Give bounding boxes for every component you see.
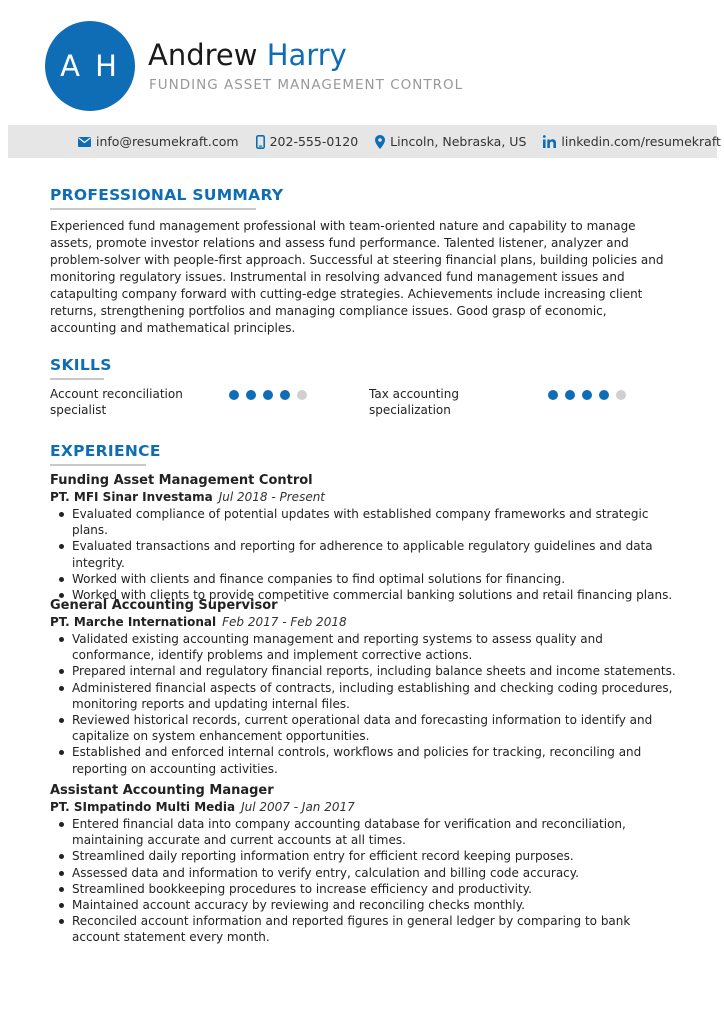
job-bullets xyxy=(50,816,680,946)
bullet-item: Streamlined bookkeeping procedures to increase efficiency and productivity. xyxy=(50,881,680,897)
location-text: Lincoln, Nebraska, US xyxy=(390,134,527,149)
summary-heading: PROFESSIONAL SUMMARY xyxy=(50,186,284,204)
bullet-item: Assessed data and information to verify entry, calculation and billing code accuracy. xyxy=(50,865,680,881)
bullet-item: Reconciled account information and reported figures in general ledger by comparing to bank account statement every month. xyxy=(50,913,680,945)
bullet-item: Streamlined daily reporting information entry for efficient record keeping purposes. xyxy=(50,848,680,864)
bullet-item: Prepared internal and regulatory financial reports, including balance sheets and income statements. xyxy=(50,663,680,679)
linkedin-icon xyxy=(543,135,556,148)
job-dates: Jul 2007 - Jan 2017 xyxy=(241,800,355,814)
contact-phone[interactable] xyxy=(256,134,359,149)
candidate-name xyxy=(148,38,347,72)
first-name: Andrew xyxy=(148,38,258,72)
rating-dot xyxy=(599,390,609,400)
job-title: Funding Asset Management Control xyxy=(50,473,313,488)
job-meta xyxy=(50,799,680,816)
rating-dot xyxy=(280,390,290,400)
rating-dot xyxy=(548,390,558,400)
company-name: PT. SImpatindo Multi Media xyxy=(50,800,236,814)
bullet-item: Reviewed historical records, current operational data and forecasting information to identify and capitalize on system enhancement opportunities. xyxy=(50,712,680,744)
rating-dot xyxy=(616,390,626,400)
monogram-avatar xyxy=(45,21,135,111)
skills-heading: SKILLS xyxy=(50,356,112,374)
rating-dot xyxy=(297,390,307,400)
initials: A H xyxy=(60,49,120,83)
map-pin-icon xyxy=(375,135,385,149)
job-entry xyxy=(50,597,680,777)
job-meta xyxy=(50,614,680,631)
summary-divider xyxy=(50,208,256,210)
company-name: PT. MFI Sinar Investama xyxy=(50,490,213,504)
job-dates: Feb 2017 - Feb 2018 xyxy=(222,615,347,629)
bullet-item: Established and enforced internal controls, workflows and policies for tracking, reconciling and reporting on accounting activities. xyxy=(50,744,680,776)
envelope-icon xyxy=(78,137,91,147)
rating-dot xyxy=(565,390,575,400)
last-name: Harry xyxy=(266,38,347,72)
job-bullets xyxy=(50,506,680,603)
experience-heading: EXPERIENCE xyxy=(50,442,161,460)
skill-name: Tax accounting specialization xyxy=(369,387,459,417)
rating-dot xyxy=(246,390,256,400)
experience-divider xyxy=(50,464,146,466)
linkedin-text: linkedin.com/resumekraft xyxy=(561,134,721,149)
bullet-item: Worked with clients to provide competitive commercial banking solutions and retail financing plans. xyxy=(50,587,680,603)
rating-dot xyxy=(263,390,273,400)
bullet-item: Evaluated transactions and reporting for adherence to applicable regulatory guidelines and data integrity. xyxy=(50,538,680,570)
bullet-item: Entered financial data into company accounting database for verification and reconciliation, maintaining accurate and current accounts at all times. xyxy=(50,816,680,848)
job-entry xyxy=(50,782,680,946)
job-title-subtitle: FUNDING ASSET MANAGEMENT CONTROL xyxy=(149,77,464,93)
bullet-item: Administered financial aspects of contracts, including establishing and checking coding procedures, monitoring reports and updating internal files. xyxy=(50,680,680,712)
bullet-item: Validated existing accounting management and reporting systems to assess quality and conformance, identify problems and implement corrective actions. xyxy=(50,631,680,663)
rating-dot xyxy=(582,390,592,400)
skill-rating xyxy=(548,390,633,400)
phone-icon xyxy=(256,135,265,149)
bullet-item: Evaluated compliance of potential updates with established company frameworks and strategic plans. xyxy=(50,506,680,538)
job-meta xyxy=(50,489,680,506)
rating-dot xyxy=(229,390,239,400)
bullet-item: Worked with clients and finance companies to find optimal solutions for financing. xyxy=(50,571,680,587)
skill-rating xyxy=(229,390,314,400)
job-bullets xyxy=(50,631,680,777)
job-entry xyxy=(50,472,680,603)
job-dates: Jul 2018 - Present xyxy=(218,490,326,504)
job-title: General Accounting Supervisor xyxy=(50,598,278,613)
skills-divider xyxy=(50,378,104,380)
contact-email[interactable] xyxy=(78,134,239,149)
skill-name: Account reconciliation specialist xyxy=(50,387,183,417)
phone-text: 202-555-0120 xyxy=(269,134,359,149)
email-text: info@resumekraft.com xyxy=(96,134,239,149)
summary-text: Experienced fund management professional with team-oriented nature and capability to manage assets, promote investor relations and assess fund performance. Talented listener, analyzer and problem-solver with people-first approach. Successful at steering financial plans, building policies and monitoring regulatory issues. Instrumental in resolving advanced fund management issues and catapulting company forward with cutting-edge strategies. Achievements include increasing client returns, strengthening portfolios and managing compliance issues. Good grasp of economic, accounting and mathematical principles. xyxy=(50,219,664,335)
contact-location xyxy=(375,134,526,149)
company-name: PT. Marche International xyxy=(50,615,217,629)
job-title: Assistant Accounting Manager xyxy=(50,783,274,798)
bullet-item: Maintained account accuracy by reviewing and reconciling checks monthly. xyxy=(50,897,680,913)
contact-bar xyxy=(8,125,721,158)
contact-linkedin[interactable] xyxy=(543,134,721,149)
